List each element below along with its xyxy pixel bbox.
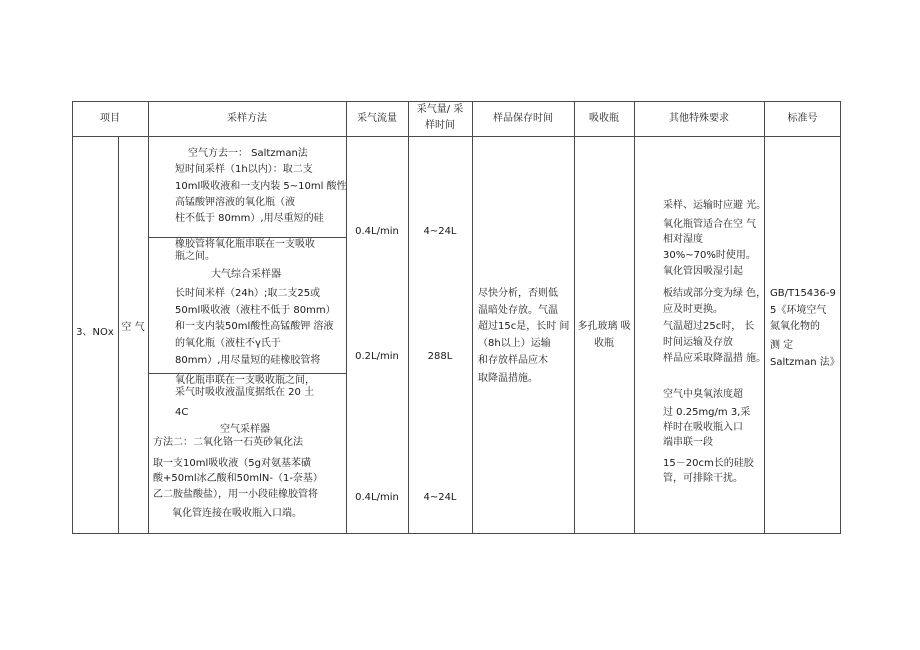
other-line: 氧化管因吸湿引起 <box>663 266 743 277</box>
col-divider <box>574 101 575 534</box>
method-line: 长时间米样（24h）;取二支25或 <box>175 288 321 299</box>
header-flow: 采气流量 <box>357 113 397 124</box>
standard-line: Saltzman 法》 <box>770 357 840 368</box>
other-line: 板结或部分变为绿 色， <box>663 288 767 299</box>
method-line: 乙二胺盐酸盐），用一小段硅橡胶管将 <box>153 489 318 500</box>
other-line: 15－20cm长的硅胶 <box>663 458 754 469</box>
medium-label: 空 气 <box>121 322 145 333</box>
method-line: 和一支内装50ml酸性高锰酸钾 溶液 <box>175 321 334 332</box>
volume-value: 4~24L <box>423 492 457 503</box>
method-line: 方法二：二氧化铬一石英砂氧化法 <box>153 437 303 448</box>
bottle-line: 多孔玻璃 吸 <box>577 321 631 332</box>
method-line: 橡胶管将氧化瓶串联在一支吸收 <box>175 239 315 250</box>
storage-line: 尽快分析，否则低 <box>478 288 558 299</box>
storage-line: 超过15c是，长时 间 <box>478 321 570 332</box>
method-line: 空气采样器 <box>220 424 270 435</box>
header-volume-line1: 采气量/ 采 <box>416 104 464 115</box>
method-line: 采气时吸收液温度据纸在 20 土 <box>175 387 315 398</box>
method-line: 酸+50ml冰乙酸和50mlN-（1-奈基） <box>153 473 323 484</box>
flow-value: 0.2L/min <box>355 351 399 362</box>
other-line: 气温超过25c时， 长 <box>663 321 755 332</box>
other-line: 空气中臭氧浓度超 <box>663 389 743 400</box>
volume-value: 288L <box>427 351 453 362</box>
header-method: 采样方法 <box>227 113 267 124</box>
method-line: 柱不低于 80mm）,用尽重短的硅 <box>175 213 324 224</box>
col-divider <box>118 136 119 534</box>
method-line: 50ml吸收液（液柱不低于 80mm） <box>175 305 336 316</box>
standard-line: 测 定 <box>770 340 794 351</box>
method-line: 80mm）,用尽量短的硅橡胶管将 <box>175 355 321 366</box>
col-divider <box>346 101 347 534</box>
other-line: 时间运输及存放 <box>663 337 733 348</box>
flow-value: 0.4L/min <box>355 226 399 237</box>
standard-line: GB/T15436-9 <box>770 288 836 299</box>
header-storage: 样品保存时间 <box>493 113 553 124</box>
storage-line: 和存放样品应木 <box>478 355 548 366</box>
other-line: 端串联一段 <box>663 437 713 448</box>
storage-line: 温暗处存放。气温 <box>478 305 558 316</box>
col-divider <box>634 101 635 534</box>
method-line: 的氧化瓶（液柱不γ氏于 <box>175 338 281 349</box>
method-line: 氧化瓶串联在一支吸收瓶之间， <box>175 375 315 386</box>
bottle-line: 收瓶 <box>594 338 614 349</box>
standard-line: 氮氧化物的 <box>770 321 820 332</box>
flow-value: 0.4L/min <box>355 492 399 503</box>
method-line: 氧化管连接在吸收瓶入口端。 <box>172 508 302 519</box>
other-line: 应及时更换。 <box>663 304 723 315</box>
other-line: 相对湿度 <box>663 234 703 245</box>
other-line: 过 0.25mg/m 3,采 <box>663 407 751 418</box>
header-volume-line2: 样时间 <box>425 120 455 131</box>
method-line: 10ml吸收液和一支内装 5~10ml 酸性 <box>175 181 347 192</box>
method-line: 瓶之间。 <box>175 251 215 262</box>
item-label: 3、NOx <box>76 327 114 338</box>
other-line: 30%~70%时使用。 <box>663 250 756 261</box>
other-line: 氧化瓶管适合在空 气 <box>663 219 757 230</box>
header-bottle: 吸收瓶 <box>589 113 619 124</box>
method-line: 4C <box>175 407 189 418</box>
method-line: 高锰酸钾溶液的氧化瓶（液 <box>175 197 295 208</box>
other-line: 样时在吸收瓶入口 <box>663 422 743 433</box>
other-line: 样品应采取降温措 施。 <box>663 353 767 364</box>
method-line: 大气综合采样器 <box>211 269 281 280</box>
header-standard: 标准号 <box>787 113 818 124</box>
method-line: 空气方去一： Saltzman法 <box>188 148 308 159</box>
other-line: 管，可排除干扰。 <box>663 473 743 484</box>
header-divider <box>72 136 841 137</box>
other-line: 采样、运输时应避 光。 <box>663 200 767 211</box>
storage-line: 取降温措施。 <box>478 373 538 384</box>
col-divider <box>148 101 149 534</box>
volume-value: 4~24L <box>423 226 457 237</box>
col-divider <box>764 101 765 534</box>
storage-line: （8h以上）运输 <box>478 338 551 349</box>
method-line: 短时间采样（1h以内）：取二支 <box>175 164 313 175</box>
standard-line: 5《环境空气 <box>770 305 827 316</box>
method-line: 取一支10ml吸收液（5g对氨基苯磺 <box>153 458 311 469</box>
header-other: 其他特殊要求 <box>669 113 729 124</box>
col-divider <box>472 101 473 534</box>
header-item: 项目 <box>100 113 120 124</box>
col-divider <box>408 101 409 534</box>
